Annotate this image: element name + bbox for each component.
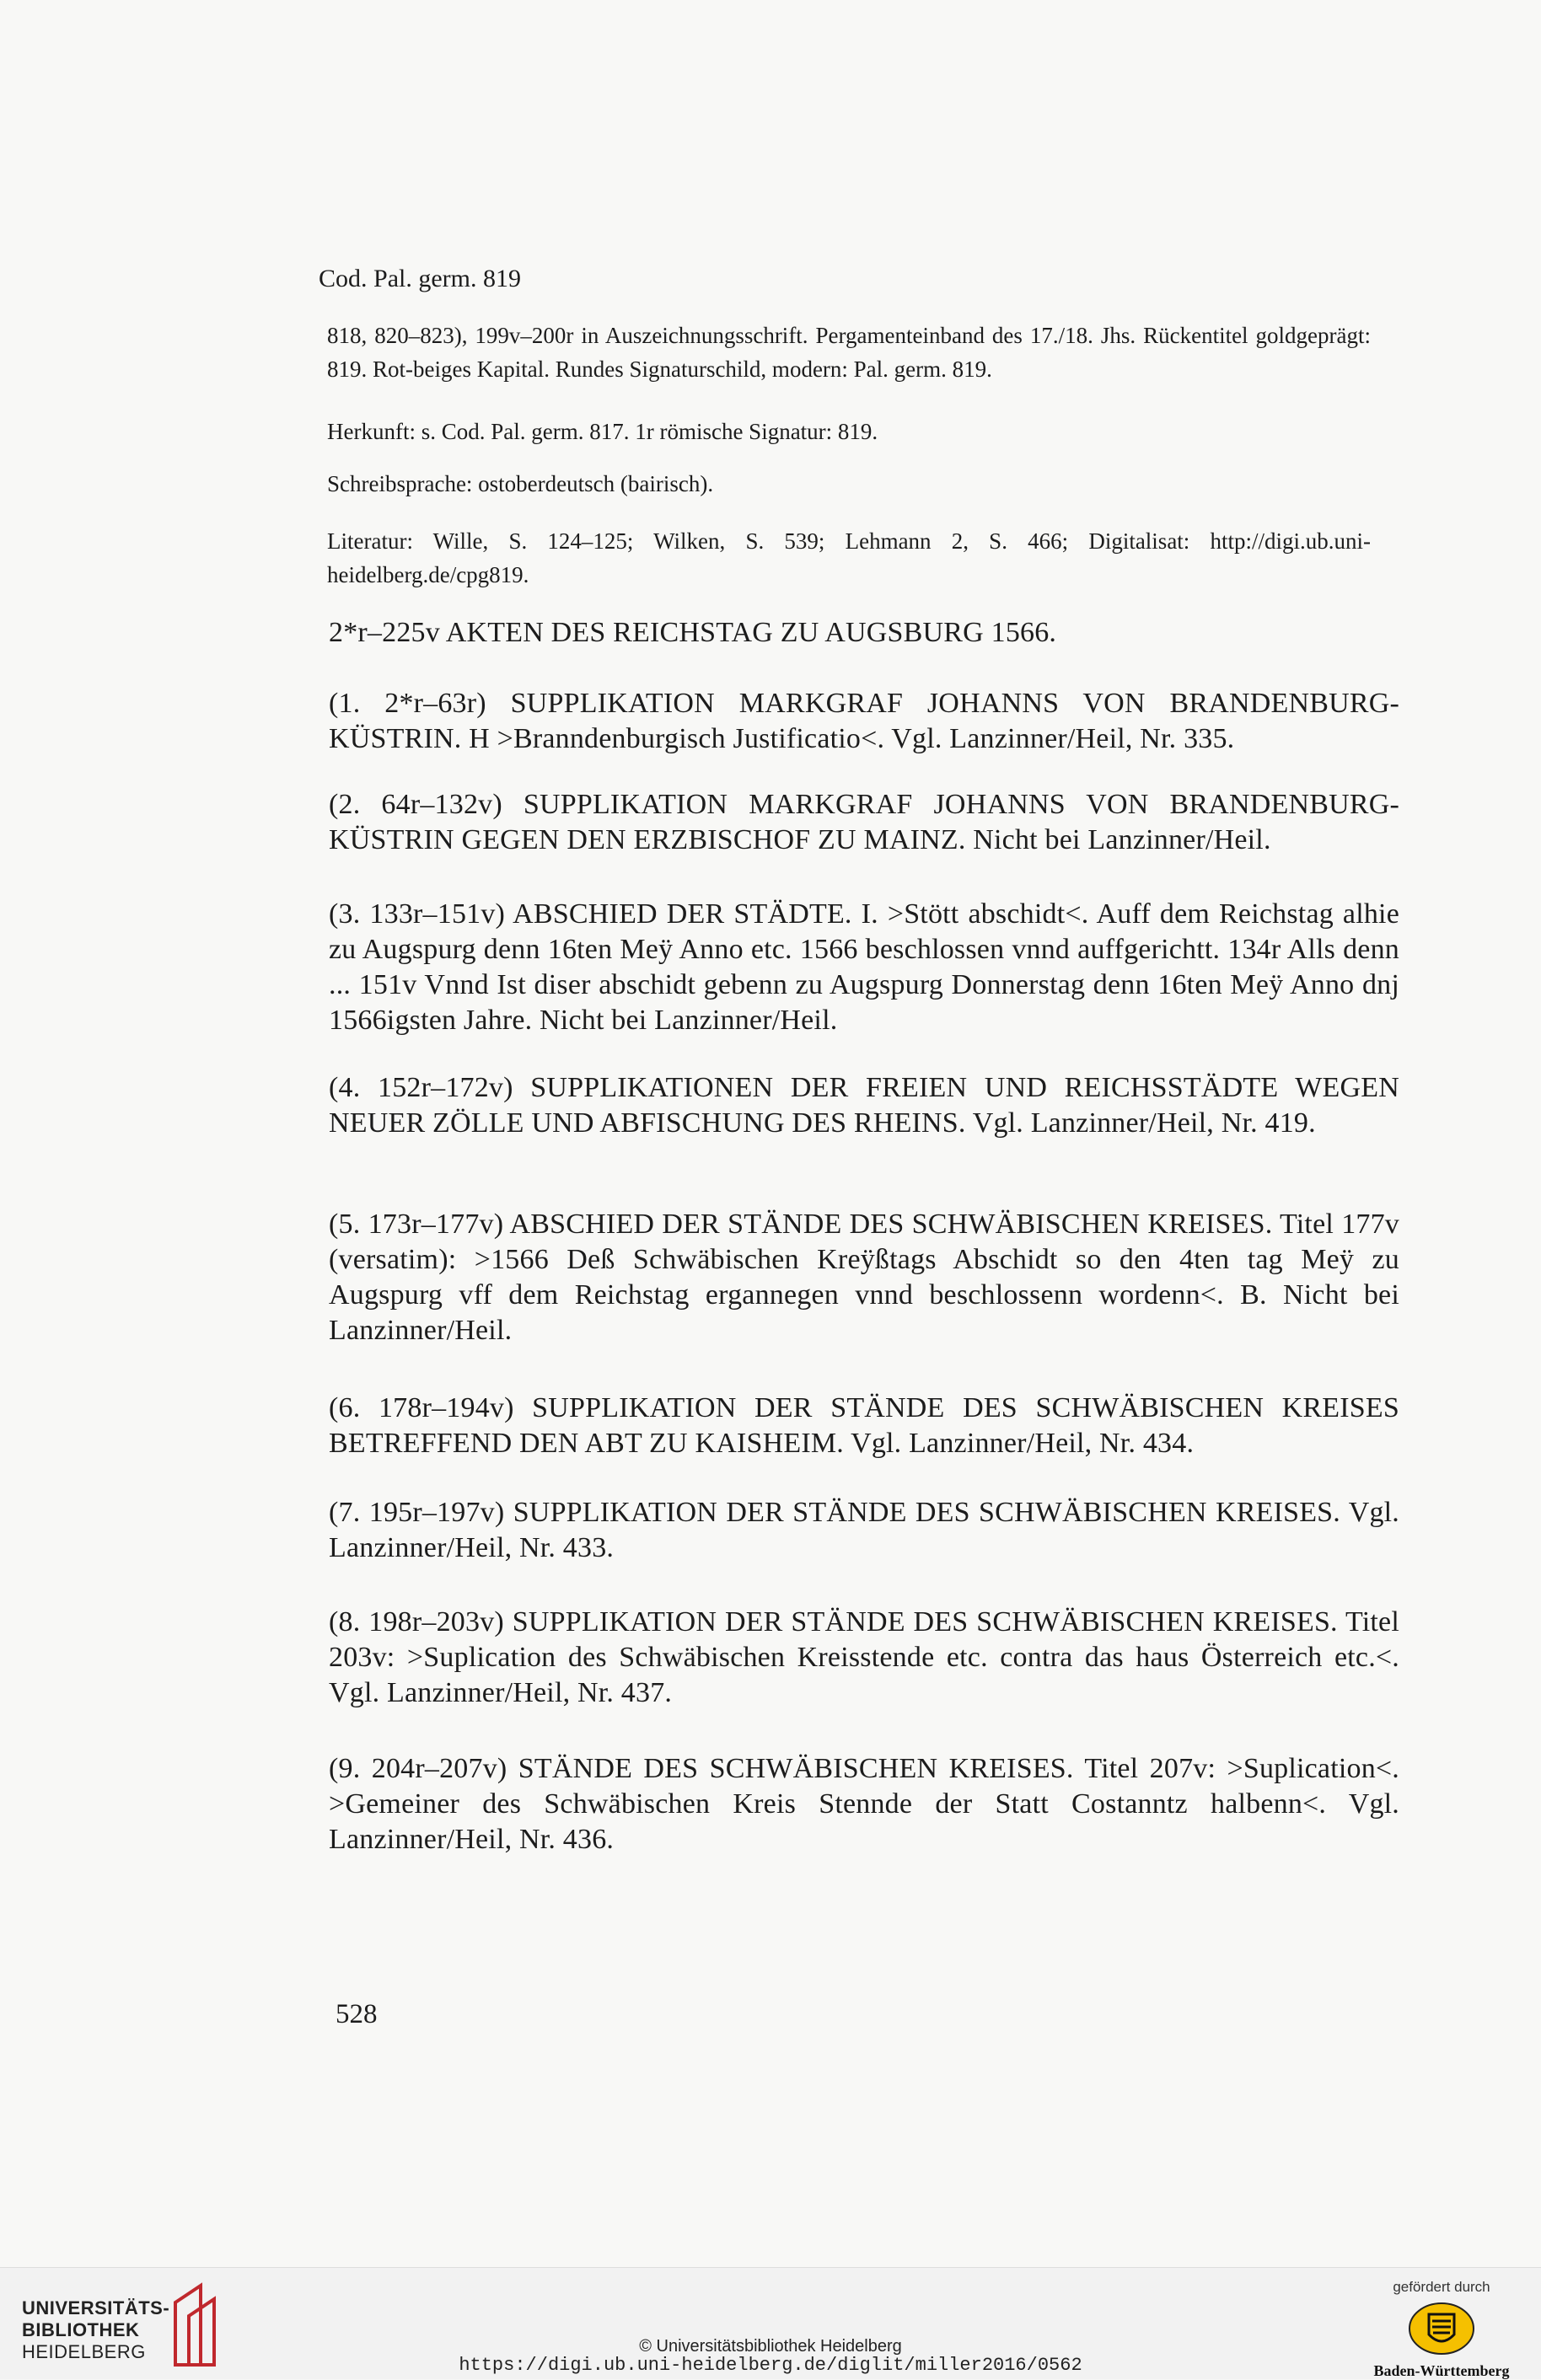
entry-6: (6. 178r–194v) SUPPLIKATION DER STÄNDE DES SCHWÄBISCHEN KREISES BETREFFEND DEN ABT ZU KAISHEIM. Vgl. Lanzinner/Heil, Nr. 434. [329,1392,1399,1459]
permalink[interactable]: https://digi.ub.uni-heidelberg.de/diglit/miller2016/0562 [459,2355,1082,2376]
meta-language: Schreibsprache: ostoberdeutsch (bairisch). [327,471,714,496]
page-number: 528 [336,1999,378,2029]
meta-paragraph-1: 818, 820–823), 199v–200r in Auszeichnungsschrift. Pergamenteinband des 17./18. Jhs. Rückentitel goldgeprägt: 819. Rot-beiges Kapital. Rundes Signaturschild, modern: Pal. germ. 819. [327,323,1371,382]
entry-4: (4. 152r–172v) SUPPLIKATIONEN DER FREIEN UND REICHSSTÄDTE WEGEN NEUER ZÖLLE UND ABFISCHUNG DES RHEINS. Vgl. Lanzinner/Heil, Nr. 419. [329,1072,1399,1139]
copyright-text: © Universitätsbibliothek Heidelberg [639,2337,902,2356]
entry-heading: 2*r–225v AKTEN DES REICHSTAG ZU AUGSBURG 1566. [329,617,1057,648]
entry-3: (3. 133r–151v) ABSCHIED DER STÄDTE. I. >Stött abschidt<. Auff dem Reichstag alhie zu Augspurg denn 16ten Meÿ Anno etc. 1566 beschlossen vnnd auffgerichtt. 134r Alls denn ... 151v Vnnd Ist diser abschidt gebenn zu Augspurg Donnerstag denn 16ten Meÿ Anno dnj 1566igsten Jahre. Nicht bei Lanzinner/Heil. [329,898,1399,1036]
meta-provenance: Herkunft: s. Cod. Pal. germ. 817. 1r römische Signatur: 819. [327,419,878,444]
entry-8: (8. 198r–203v) SUPPLIKATION DER STÄNDE DES SCHWÄBISCHEN KREISES. Titel 203v: >Suplication des Schwäbischen Kreisstende etc. contra das haus Österreich etc.<. Vgl. Lanzinner/Heil, Nr. 437. [329,1606,1399,1708]
logo-text-line-2: BIBLIOTHEK [22,2319,140,2340]
entry-5: (5. 173r–177v) ABSCHIED DER STÄNDE DES SCHWÄBISCHEN KREISES. Titel 177v (versatim): >1566 Deß Schwäbischen Kreÿßtags Abschidt so den 4ten tag Meÿ zu Augspurg vff dem Reichstag ergannegen vnnd beschlossenn wordenn<. B. Nicht bei Lanzinner/Heil. [329,1209,1399,1346]
funder-name: Baden-Württemberg [1373,2362,1510,2379]
entry-2: (2. 64r–132v) SUPPLIKATION MARKGRAF JOHANNS VON BRANDENBURG-KÜSTRIN GEGEN DEN ERZBISCHOF ZU MAINZ. Nicht bei Lanzinner/Heil. [329,789,1399,855]
meta-literature: Literatur: Wille, S. 124–125; Wilken, S. 539; Lehmann 2, S. 466; Digitalisat: http://digi.ub.uni-heidelberg.de/cpg819. [327,528,1371,587]
logo-text-line-1: UNIVERSITÄTS- [22,2297,170,2318]
entry-1: (1. 2*r–63r) SUPPLIKATION MARKGRAF JOHANNS VON BRANDENBURG-KÜSTRIN. H >Branndenburgisch Justificatio<. Vgl. Lanzinner/Heil, Nr. 335. [329,688,1399,754]
funder-block [1349,2275,1534,2380]
logo-text-line-3: HEIDELBERG [22,2341,146,2362]
entry-9: (9. 204r–207v) STÄNDE DES SCHWÄBISCHEN KREISES. Titel 207v: >Suplication<. >Gemeiner des Schwäbischen Kreis Stennde der Statt Costanntz halbenn<. Vgl. Lanzinner/Heil, Nr. 436. [329,1753,1399,1855]
entry-7: (7. 195r–197v) SUPPLIKATION DER STÄNDE DES SCHWÄBISCHEN KREISES. Vgl. Lanzinner/Heil, Nr. 433. [329,1497,1399,1563]
page-header: Cod. Pal. germ. 819 [319,265,521,292]
baden-wuerttemberg-coat-of-arms-icon [1405,2299,1478,2358]
funder-label: gefördert durch [1393,2279,1490,2295]
